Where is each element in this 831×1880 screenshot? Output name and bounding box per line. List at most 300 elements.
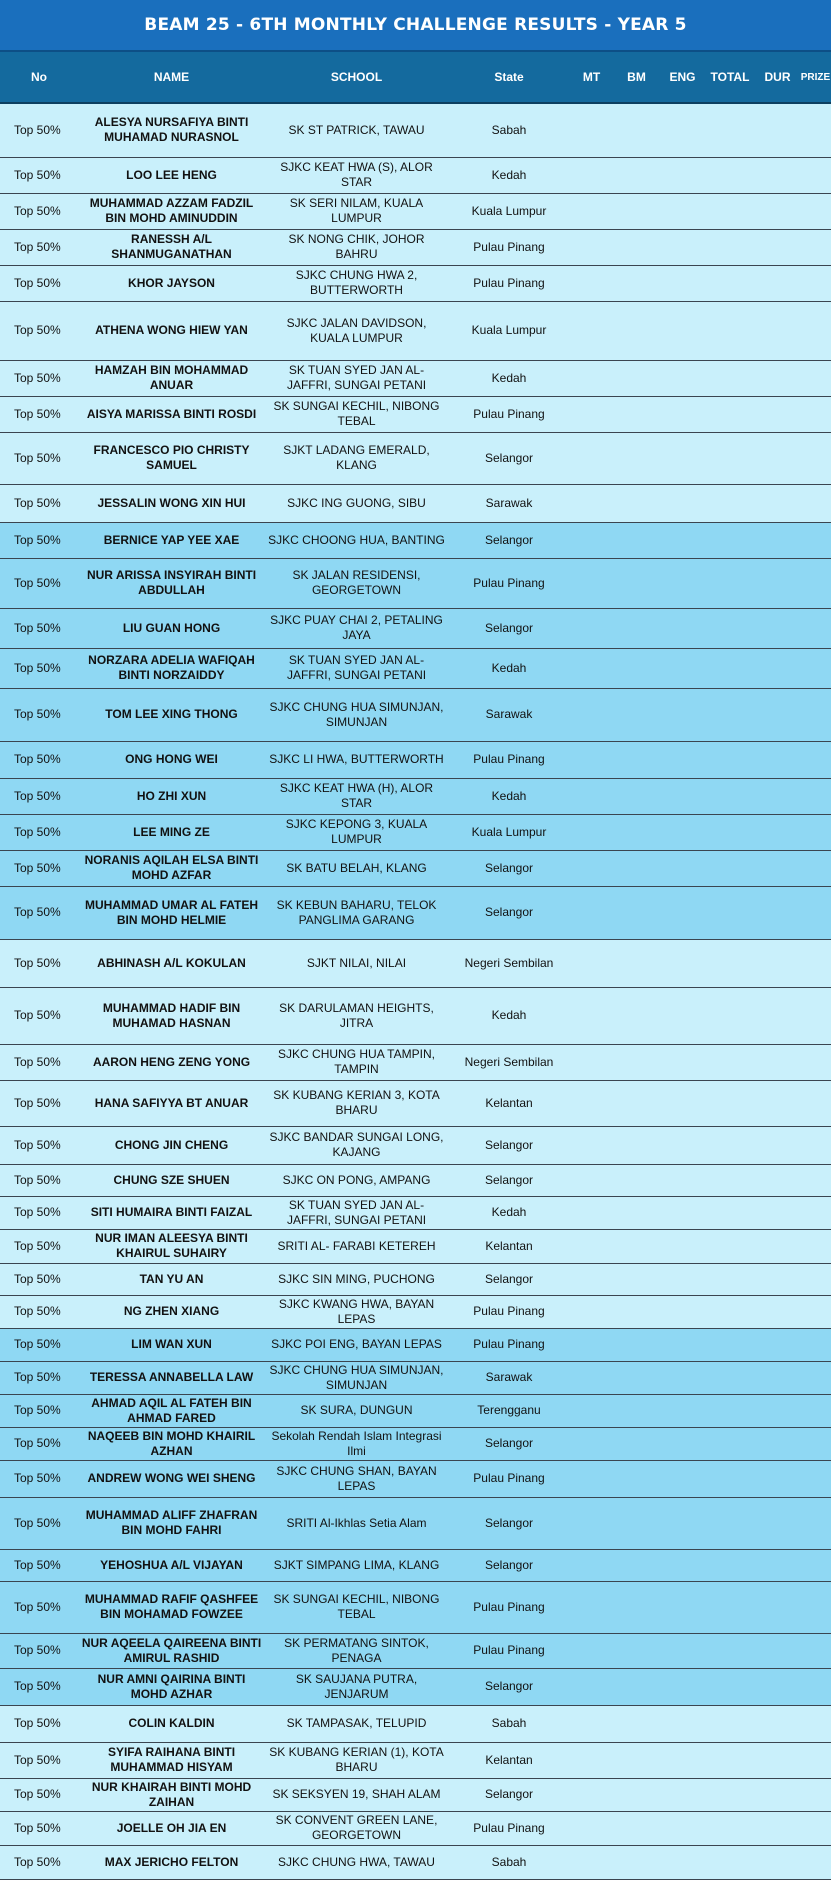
row-total-score: [705, 608, 755, 648]
row-mt-score: [570, 886, 613, 939]
row-duration: [755, 1633, 800, 1668]
row-name: HAMZAH BIN MOHAMMAD ANUAR: [78, 360, 265, 396]
row-bm-score: [613, 1361, 660, 1394]
row-name: AARON HENG ZENG YONG: [78, 1044, 265, 1080]
row-prize: [800, 1126, 831, 1164]
row-prize: [800, 778, 831, 814]
row-eng-score: [660, 939, 705, 987]
column-header-bm: BM: [613, 52, 660, 103]
row-school: SK TUAN SYED JAN AL-JAFFRI, SUNGAI PETANI: [265, 1196, 448, 1229]
row-eng-score: [660, 193, 705, 229]
row-bm-score: [613, 432, 660, 484]
row-school: SK JALAN RESIDENSI, GEORGETOWN: [265, 558, 448, 608]
table-row: [0, 103, 831, 157]
row-eng-score: [660, 1778, 705, 1811]
row-duration: [755, 558, 800, 608]
row-total-score: [705, 1361, 755, 1394]
row-school: SJKC LI HWA, BUTTERWORTH: [265, 741, 448, 778]
row-name: ATHENA WONG HIEW YAN: [78, 301, 265, 360]
row-prize: [800, 1263, 831, 1295]
table-row: [0, 301, 831, 360]
row-duration: [755, 432, 800, 484]
row-duration: [755, 301, 800, 360]
row-duration: [755, 814, 800, 850]
row-mt-score: [570, 814, 613, 850]
row-rank: Top 50%: [0, 157, 78, 193]
row-bm-score: [613, 360, 660, 396]
row-school: SRITI AL- FARABI KETEREH: [265, 1229, 448, 1263]
row-eng-score: [660, 1633, 705, 1668]
row-state: Pulau Pinang: [448, 1633, 570, 1668]
row-school: SK TUAN SYED JAN AL-JAFFRI, SUNGAI PETANI: [265, 648, 448, 688]
row-rank: Top 50%: [0, 301, 78, 360]
table-row: [0, 1328, 831, 1361]
row-total-score: [705, 939, 755, 987]
table-row: [0, 1263, 831, 1295]
row-name: LIU GUAN HONG: [78, 608, 265, 648]
row-school: SRITI Al-Ikhlas Setia Alam: [265, 1497, 448, 1549]
row-eng-score: [660, 1080, 705, 1126]
row-bm-score: [613, 103, 660, 157]
row-mt-score: [570, 1361, 613, 1394]
row-state: Selangor: [448, 1668, 570, 1705]
table-row: [0, 1497, 831, 1549]
row-mt-score: [570, 558, 613, 608]
row-rank: Top 50%: [0, 1263, 78, 1295]
row-name: SITI HUMAIRA BINTI FAIZAL: [78, 1196, 265, 1229]
row-school: SK SUNGAI KECHIL, NIBONG TEBAL: [265, 396, 448, 432]
table-row: [0, 360, 831, 396]
row-state: Pulau Pinang: [448, 1460, 570, 1497]
row-duration: [755, 1497, 800, 1549]
row-state: Terengganu: [448, 1394, 570, 1427]
row-duration: [755, 1742, 800, 1778]
row-bm-score: [613, 1229, 660, 1263]
row-prize: [800, 1742, 831, 1778]
row-duration: [755, 1778, 800, 1811]
table-row: [0, 688, 831, 741]
row-name: MUHAMMAD UMAR AL FATEH BIN MOHD HELMIE: [78, 886, 265, 939]
row-school: SK KUBANG KERIAN 3, KOTA BHARU: [265, 1080, 448, 1126]
row-duration: [755, 1811, 800, 1845]
row-total-score: [705, 1811, 755, 1845]
row-bm-score: [613, 396, 660, 432]
row-total-score: [705, 1845, 755, 1879]
row-name: TAN YU AN: [78, 1263, 265, 1295]
row-name: ABHINASH A/L KOKULAN: [78, 939, 265, 987]
row-school: SJKC KEPONG 3, KUALA LUMPUR: [265, 814, 448, 850]
row-state: Negeri Sembilan: [448, 939, 570, 987]
row-school: Sekolah Rendah Islam Integrasi Ilmi: [265, 1427, 448, 1460]
row-bm-score: [613, 688, 660, 741]
row-school: SK SEKSYEN 19, SHAH ALAM: [265, 1778, 448, 1811]
row-state: Sabah: [448, 103, 570, 157]
row-school: SK TAMPASAK, TELUPID: [265, 1705, 448, 1742]
row-mt-score: [570, 103, 613, 157]
row-eng-score: [660, 360, 705, 396]
row-name: BERNICE YAP YEE XAE: [78, 522, 265, 558]
row-state: Selangor: [448, 1549, 570, 1581]
row-rank: Top 50%: [0, 484, 78, 522]
row-rank: Top 50%: [0, 229, 78, 265]
row-name: AHMAD AQIL AL FATEH BIN AHMAD FARED: [78, 1394, 265, 1427]
row-state: Selangor: [448, 432, 570, 484]
row-prize: [800, 1080, 831, 1126]
table-row: [0, 850, 831, 886]
row-prize: [800, 558, 831, 608]
row-name: CHUNG SZE SHUEN: [78, 1164, 265, 1196]
row-bm-score: [613, 1581, 660, 1633]
row-total-score: [705, 229, 755, 265]
table-row: [0, 939, 831, 987]
row-school: SJKC SIN MING, PUCHONG: [265, 1263, 448, 1295]
row-rank: Top 50%: [0, 1705, 78, 1742]
row-name: HO ZHI XUN: [78, 778, 265, 814]
row-eng-score: [660, 1229, 705, 1263]
row-prize: [800, 1229, 831, 1263]
table-row: [0, 778, 831, 814]
row-duration: [755, 1668, 800, 1705]
row-prize: [800, 193, 831, 229]
row-total-score: [705, 1705, 755, 1742]
row-rank: Top 50%: [0, 608, 78, 648]
row-bm-score: [613, 987, 660, 1044]
row-name: NUR AQEELA QAIREENA BINTI AMIRUL RASHID: [78, 1633, 265, 1668]
row-prize: [800, 1633, 831, 1668]
row-prize: [800, 432, 831, 484]
row-total-score: [705, 157, 755, 193]
row-bm-score: [613, 1811, 660, 1845]
row-state: Selangor: [448, 850, 570, 886]
row-eng-score: [660, 432, 705, 484]
row-mt-score: [570, 1742, 613, 1778]
row-duration: [755, 850, 800, 886]
row-total-score: [705, 688, 755, 741]
row-eng-score: [660, 396, 705, 432]
column-header-no: No: [0, 52, 78, 103]
row-bm-score: [613, 1328, 660, 1361]
row-school: SK SERI NILAM, KUALA LUMPUR: [265, 193, 448, 229]
table-row: [0, 396, 831, 432]
row-total-score: [705, 987, 755, 1044]
row-school: SK ST PATRICK, TAWAU: [265, 103, 448, 157]
column-header-dur: DUR: [755, 52, 800, 103]
row-mt-score: [570, 1196, 613, 1229]
row-rank: Top 50%: [0, 265, 78, 301]
table-row: [0, 229, 831, 265]
row-eng-score: [660, 1044, 705, 1080]
row-mt-score: [570, 1633, 613, 1668]
row-total-score: [705, 1328, 755, 1361]
row-rank: Top 50%: [0, 850, 78, 886]
table-row: [0, 1361, 831, 1394]
header-row: [0, 52, 831, 103]
row-name: ONG HONG WEI: [78, 741, 265, 778]
row-bm-score: [613, 814, 660, 850]
table-row: [0, 987, 831, 1044]
table-row: [0, 814, 831, 850]
row-state: Kedah: [448, 1196, 570, 1229]
row-mt-score: [570, 396, 613, 432]
column-header-state: State: [448, 52, 570, 103]
row-mt-score: [570, 608, 613, 648]
row-rank: Top 50%: [0, 396, 78, 432]
row-mt-score: [570, 1229, 613, 1263]
row-total-score: [705, 103, 755, 157]
row-mt-score: [570, 301, 613, 360]
row-mt-score: [570, 688, 613, 741]
row-prize: [800, 987, 831, 1044]
row-rank: Top 50%: [0, 1460, 78, 1497]
row-eng-score: [660, 1668, 705, 1705]
column-header-name: NAME: [78, 52, 265, 103]
row-total-score: [705, 1549, 755, 1581]
row-bm-score: [613, 1263, 660, 1295]
row-prize: [800, 1705, 831, 1742]
row-prize: [800, 1549, 831, 1581]
row-duration: [755, 886, 800, 939]
row-bm-score: [613, 1460, 660, 1497]
row-total-score: [705, 1427, 755, 1460]
row-name: YEHOSHUA A/L VIJAYAN: [78, 1549, 265, 1581]
row-eng-score: [660, 1742, 705, 1778]
row-mt-score: [570, 193, 613, 229]
row-rank: Top 50%: [0, 939, 78, 987]
row-mt-score: [570, 741, 613, 778]
row-duration: [755, 1196, 800, 1229]
table-row: [0, 1126, 831, 1164]
row-prize: [800, 301, 831, 360]
table-row: [0, 1705, 831, 1742]
row-rank: Top 50%: [0, 1361, 78, 1394]
row-duration: [755, 987, 800, 1044]
row-rank: Top 50%: [0, 886, 78, 939]
row-bm-score: [613, 886, 660, 939]
row-name: NUR AMNI QAIRINA BINTI MOHD AZHAR: [78, 1668, 265, 1705]
row-state: Pulau Pinang: [448, 1328, 570, 1361]
row-duration: [755, 522, 800, 558]
row-bm-score: [613, 850, 660, 886]
row-prize: [800, 1044, 831, 1080]
row-school: SK BATU BELAH, KLANG: [265, 850, 448, 886]
row-eng-score: [660, 265, 705, 301]
row-prize: [800, 1497, 831, 1549]
row-state: Kedah: [448, 360, 570, 396]
row-eng-score: [660, 1811, 705, 1845]
table-row: [0, 432, 831, 484]
row-total-score: [705, 360, 755, 396]
row-duration: [755, 608, 800, 648]
row-total-score: [705, 1460, 755, 1497]
row-duration: [755, 229, 800, 265]
row-school: SJKC CHUNG HUA SIMUNJAN, SIMUNJAN: [265, 1361, 448, 1394]
row-school: SJKC BANDAR SUNGAI LONG, KAJANG: [265, 1126, 448, 1164]
row-mt-score: [570, 1126, 613, 1164]
row-name: FRANCESCO PIO CHRISTY SAMUEL: [78, 432, 265, 484]
row-name: CHONG JIN CHENG: [78, 1126, 265, 1164]
row-eng-score: [660, 1263, 705, 1295]
row-total-score: [705, 1080, 755, 1126]
column-header-eng: ENG: [660, 52, 705, 103]
row-name: NAQEEB BIN MOHD KHAIRIL AZHAN: [78, 1427, 265, 1460]
row-total-score: [705, 850, 755, 886]
row-mt-score: [570, 157, 613, 193]
row-school: SK PERMATANG SINTOK, PENAGA: [265, 1633, 448, 1668]
row-total-score: [705, 193, 755, 229]
row-rank: Top 50%: [0, 360, 78, 396]
row-mt-score: [570, 1845, 613, 1879]
row-bm-score: [613, 1394, 660, 1427]
row-prize: [800, 484, 831, 522]
row-state: Kuala Lumpur: [448, 814, 570, 850]
row-total-score: [705, 648, 755, 688]
row-duration: [755, 778, 800, 814]
row-state: Selangor: [448, 1778, 570, 1811]
row-school: SK SUNGAI KECHIL, NIBONG TEBAL: [265, 1581, 448, 1633]
row-rank: Top 50%: [0, 1778, 78, 1811]
table-row: [0, 608, 831, 648]
row-school: SJKC CHUNG HUA TAMPIN, TAMPIN: [265, 1044, 448, 1080]
row-name: NORZARA ADELIA WAFIQAH BINTI NORZAIDDY: [78, 648, 265, 688]
row-rank: Top 50%: [0, 1080, 78, 1126]
row-prize: [800, 1164, 831, 1196]
row-total-score: [705, 1497, 755, 1549]
row-state: Pulau Pinang: [448, 229, 570, 265]
row-name: MUHAMMAD HADIF BIN MUHAMAD HASNAN: [78, 987, 265, 1044]
row-school: SK KUBANG KERIAN (1), KOTA BHARU: [265, 1742, 448, 1778]
row-eng-score: [660, 778, 705, 814]
row-state: Kedah: [448, 157, 570, 193]
row-eng-score: [660, 103, 705, 157]
row-bm-score: [613, 648, 660, 688]
row-state: Selangor: [448, 1497, 570, 1549]
table-header: [0, 52, 831, 103]
row-total-score: [705, 265, 755, 301]
row-duration: [755, 1427, 800, 1460]
row-mt-score: [570, 850, 613, 886]
row-state: Pulau Pinang: [448, 1295, 570, 1328]
row-state: Pulau Pinang: [448, 265, 570, 301]
row-school: SJKC CHUNG HWA, TAWAU: [265, 1845, 448, 1879]
row-mt-score: [570, 1263, 613, 1295]
row-total-score: [705, 1394, 755, 1427]
row-name: AISYA MARISSA BINTI ROSDI: [78, 396, 265, 432]
row-total-score: [705, 396, 755, 432]
row-eng-score: [660, 886, 705, 939]
row-state: Kelantan: [448, 1080, 570, 1126]
row-mt-score: [570, 1497, 613, 1549]
row-state: Pulau Pinang: [448, 1581, 570, 1633]
row-prize: [800, 939, 831, 987]
row-eng-score: [660, 1394, 705, 1427]
row-school: SJKC KEAT HWA (H), ALOR STAR: [265, 778, 448, 814]
row-school: SJKC CHUNG SHAN, BAYAN LEPAS: [265, 1460, 448, 1497]
row-bm-score: [613, 1044, 660, 1080]
row-rank: Top 50%: [0, 987, 78, 1044]
row-bm-score: [613, 522, 660, 558]
row-eng-score: [660, 1427, 705, 1460]
row-name: MUHAMMAD AZZAM FADZIL BIN MOHD AMINUDDIN: [78, 193, 265, 229]
row-bm-score: [613, 1778, 660, 1811]
row-prize: [800, 396, 831, 432]
row-total-score: [705, 1126, 755, 1164]
row-bm-score: [613, 1633, 660, 1668]
row-eng-score: [660, 608, 705, 648]
row-school: SK TUAN SYED JAN AL-JAFFRI, SUNGAI PETANI: [265, 360, 448, 396]
row-duration: [755, 1164, 800, 1196]
row-state: Kelantan: [448, 1742, 570, 1778]
row-bm-score: [613, 1126, 660, 1164]
row-name: NUR ARISSA INSYIRAH BINTI ABDULLAH: [78, 558, 265, 608]
column-header-mt: MT: [570, 52, 613, 103]
row-state: Kedah: [448, 778, 570, 814]
row-duration: [755, 1080, 800, 1126]
row-duration: [755, 1581, 800, 1633]
row-mt-score: [570, 939, 613, 987]
row-school: SJKC ING GUONG, SIBU: [265, 484, 448, 522]
table-body: [0, 103, 831, 1879]
row-state: Kedah: [448, 648, 570, 688]
row-duration: [755, 1126, 800, 1164]
row-total-score: [705, 301, 755, 360]
row-eng-score: [660, 1460, 705, 1497]
row-duration: [755, 1394, 800, 1427]
row-eng-score: [660, 1705, 705, 1742]
row-school: SJKC POI ENG, BAYAN LEPAS: [265, 1328, 448, 1361]
row-name: JESSALIN WONG XIN HUI: [78, 484, 265, 522]
row-duration: [755, 1460, 800, 1497]
row-mt-score: [570, 1668, 613, 1705]
row-eng-score: [660, 1295, 705, 1328]
row-duration: [755, 193, 800, 229]
row-school: SK KEBUN BAHARU, TELOK PANGLIMA GARANG: [265, 886, 448, 939]
row-rank: Top 50%: [0, 1229, 78, 1263]
row-school: SK CONVENT GREEN LANE, GEORGETOWN: [265, 1811, 448, 1845]
row-duration: [755, 396, 800, 432]
row-rank: Top 50%: [0, 1549, 78, 1581]
row-rank: Top 50%: [0, 1497, 78, 1549]
row-rank: Top 50%: [0, 1742, 78, 1778]
row-duration: [755, 1361, 800, 1394]
row-bm-score: [613, 1427, 660, 1460]
row-rank: Top 50%: [0, 522, 78, 558]
row-total-score: [705, 1668, 755, 1705]
table-row: [0, 265, 831, 301]
row-prize: [800, 1394, 831, 1427]
row-prize: [800, 814, 831, 850]
row-bm-score: [613, 608, 660, 648]
row-bm-score: [613, 229, 660, 265]
row-total-score: [705, 558, 755, 608]
table-row: [0, 157, 831, 193]
row-school: SJKC CHUNG HWA 2, BUTTERWORTH: [265, 265, 448, 301]
row-bm-score: [613, 265, 660, 301]
row-eng-score: [660, 1845, 705, 1879]
row-name: LEE MING ZE: [78, 814, 265, 850]
row-prize: [800, 1668, 831, 1705]
row-prize: [800, 1196, 831, 1229]
row-name: ALESYA NURSAFIYA BINTI MUHAMAD NURASNOL: [78, 103, 265, 157]
row-total-score: [705, 1581, 755, 1633]
row-mt-score: [570, 484, 613, 522]
table-row: [0, 648, 831, 688]
table-row: [0, 1044, 831, 1080]
row-total-score: [705, 1164, 755, 1196]
row-prize: [800, 1581, 831, 1633]
table-row: [0, 522, 831, 558]
row-rank: Top 50%: [0, 193, 78, 229]
row-bm-score: [613, 939, 660, 987]
